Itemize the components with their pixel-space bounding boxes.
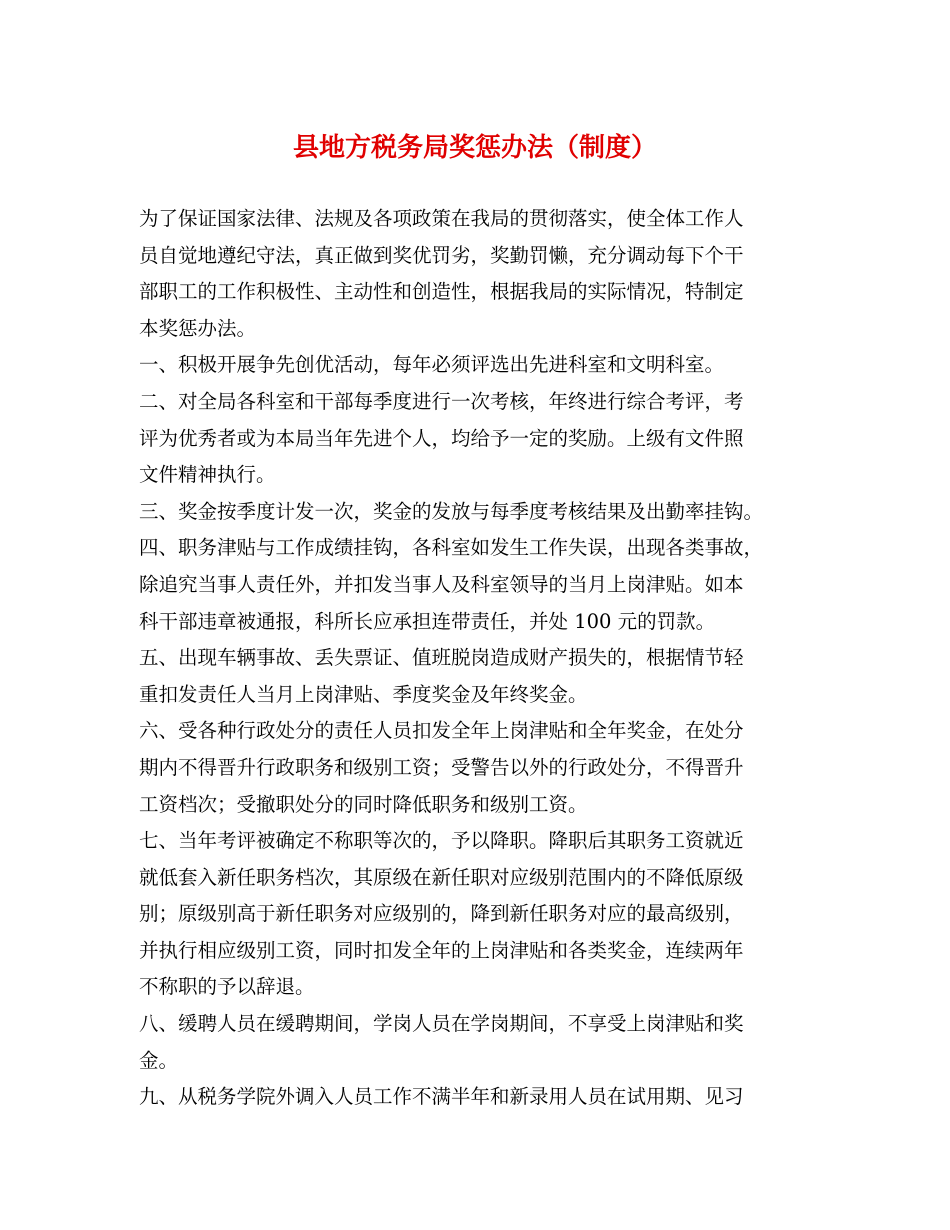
body-line: 文件精神执行。 [139,463,276,487]
body-line: 员自觉地遵纪守法，真正做到奖优罚劣，奖勤罚懒，充分调动每下个干 [139,243,744,267]
body-line: 五、出现车辆事故、丢失票证、值班脱岗造成财产损失的，根据情节轻 [139,646,744,670]
body-line: 六、受各种行政处分的责任人员扣发全年上岗津贴和全年奖金，在处分 [139,719,744,743]
body-line: 八、缓聘人员在缓聘期间，学岗人员在学岗期间，不享受上岗津贴和奖 [139,1012,744,1036]
document-title: 县地方税务局奖惩办法（制度） [292,133,657,163]
body-line: 别；原级别高于新任职务对应级别的，降到新任职务对应的最高级别， [139,902,744,926]
body-line: 部职工的工作积极性、主动性和创造性，根据我局的实际情况，特制定 [139,280,744,304]
body-line: 除追究当事人责任外，并扣发当事人及科室领导的当月上岗津贴。如本 [139,572,744,596]
body-line: 本奖惩办法。 [139,316,257,340]
body-line: 重扣发责任人当月上岗津贴、季度奖金及年终奖金。 [139,682,588,706]
body-line: 四、职务津贴与工作成绩挂钩，各科室如发生工作失误，出现各类事故， [139,536,764,560]
document-body [139,201,839,1116]
body-line: 为了保证国家法律、法规及各项政策在我局的贯彻落实，使全体工作人 [139,207,744,230]
body-line: 评为优秀者或为本局当年先进个人，均给予一定的奖励。上级有文件照 [139,426,744,450]
body-line: 并执行相应级别工资，同时扣发全年的上岗津贴和各类奖金，连续两年 [139,938,744,962]
body-line: 期内不得晋升行政职务和级别工资；受警告以外的行政处分，不得晋升 [139,755,744,779]
body-line: 金。 [139,1048,179,1072]
body-line: 工资档次；受撤职处分的同时降低职务和级别工资。 [139,792,588,816]
body-line: 科干部违章被通报，科所长应承担连带责任，并处 100 元的罚款。 [139,609,716,633]
body-line: 三、奖金按季度计发一次，奖金的发放与每季度考核结果及出勤率挂钩。 [139,499,764,523]
body-line: 七、当年考评被确定不称职等次的，予以降职。降职后其职务工资就近 [139,829,744,853]
body-line: 就低套入新任职务档次，其原级在新任职对应级别范围内的不降低原级 [139,865,744,889]
body-line: 二、对全局各科室和干部每季度进行一次考核，年终进行综合考评，考 [139,389,744,413]
body-line: 一、积极开展争先创优活动，每年必须评选出先进科室和文明科室。 [139,353,725,377]
body-line: 不称职的予以辞退。 [139,975,315,999]
body-line: 九、从税务学院外调入人员工作不满半年和新录用人员在试用期、见习 [139,1085,744,1109]
